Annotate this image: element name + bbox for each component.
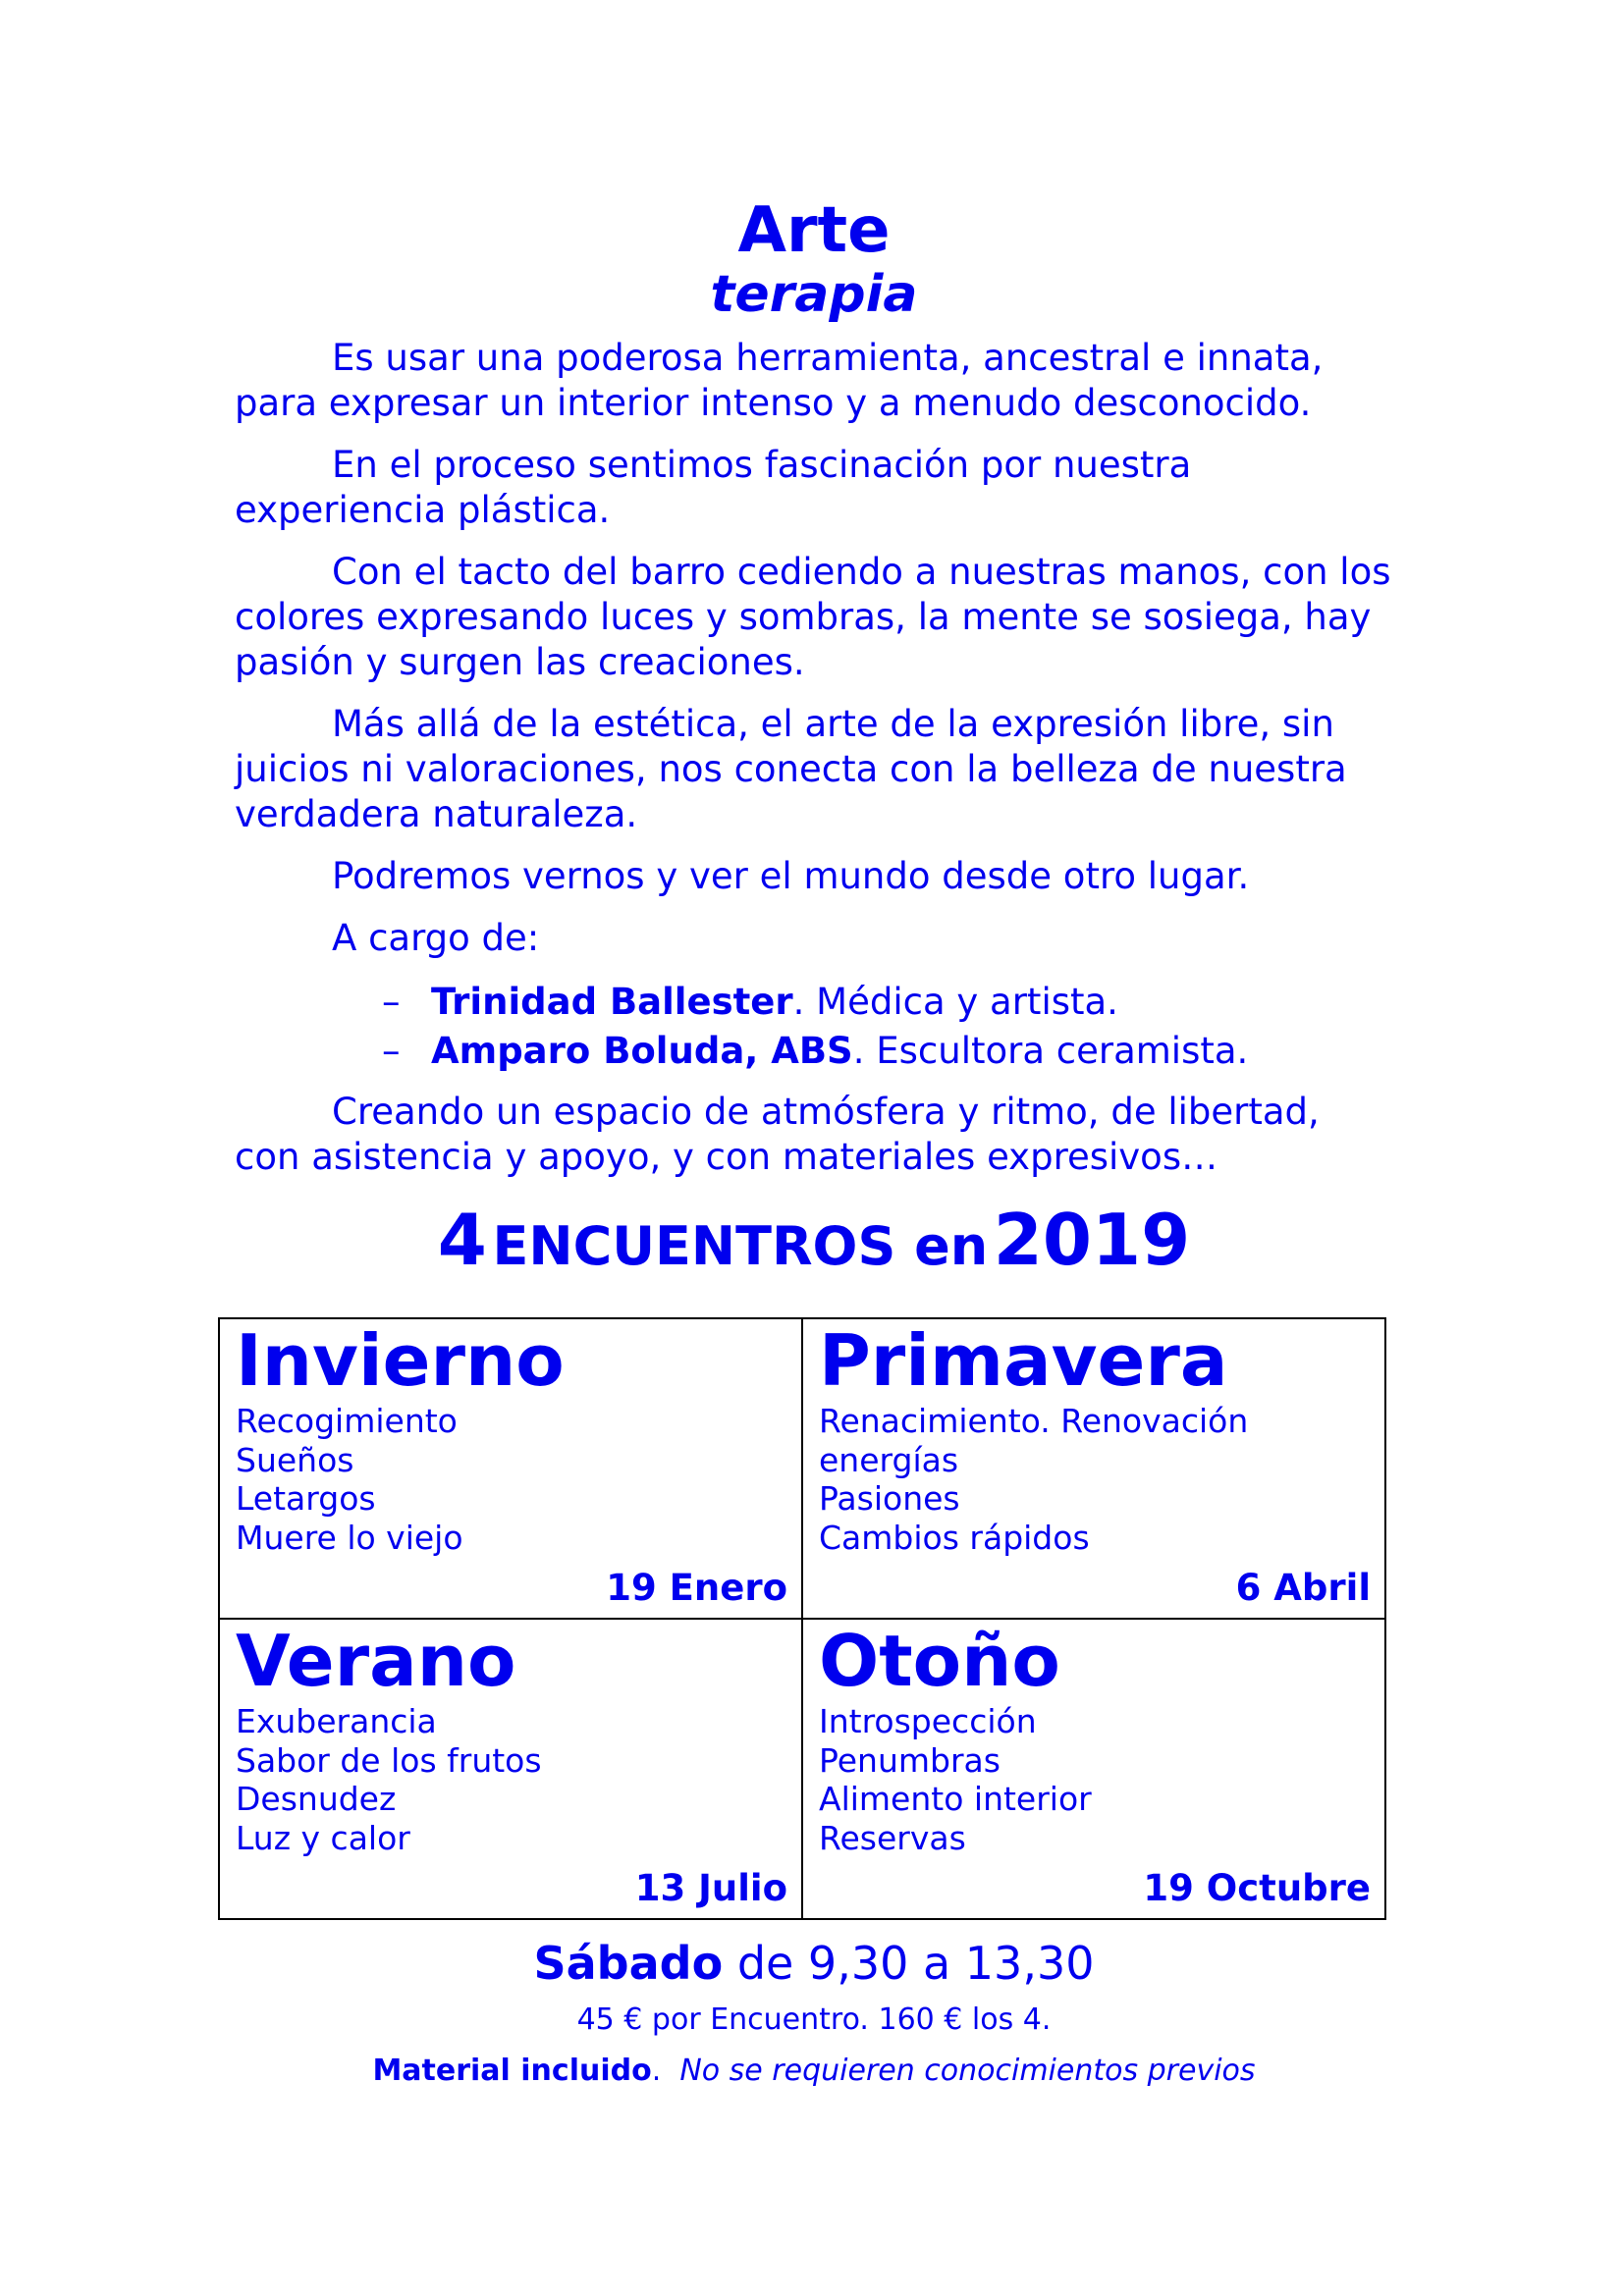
seasons-table [218,1317,1386,1920]
schedule-day: Sábado [533,1937,724,1990]
season-cell-invierno [219,1318,802,1619]
no-prior-knowledge-note: No se requieren conocimientos previos [679,2054,1256,2088]
material-line [235,2052,1393,2091]
speakers-list [235,978,1393,1076]
season-item: Letargos [236,1479,376,1518]
world-paragraph: Podremos vernos y ver el mundo desde otro lugar. [332,855,1250,897]
season-name: Primavera [819,1319,1228,1402]
season-cell-otono [802,1619,1385,1919]
season-item: Introspección [819,1702,1037,1740]
season-item: Renacimiento. Renovación [819,1402,1249,1440]
season-item: Luz y calor [236,1818,410,1857]
process-paragraph: En el proceso sentimos fascinación por nuestra experiencia plástica. [235,444,1192,531]
season-item: Cambios rápidos [819,1518,1090,1557]
season-item: Recogimiento [236,1402,458,1440]
season-cell-verano [219,1619,802,1919]
season-date: 6 Abril [1235,1567,1371,1609]
season-item: Pasiones [819,1479,960,1518]
season-item: Sabor de los frutos [236,1740,542,1780]
schedule-time: de 9,30 a 13,30 [736,1937,1095,1990]
speaker-role: . Médica y artista. [792,981,1118,1023]
flyer-footer [235,1934,1393,2091]
season-item: energías [819,1440,959,1479]
closing-paragraph: Creando un espacio de atmósfera y ritmo, de libertad, con asistencia y apoyo, y con materiales expresivos… [235,1091,1320,1178]
table-row [219,1619,1385,1919]
season-name: Invierno [236,1319,565,1402]
speaker-name: Amparo Boluda, ABS [431,1030,853,1072]
in-charge-label: A cargo de: [332,917,540,959]
intro-paragraph: Es usar una poderosa herramienta, ancestral e innata, para expresar un interior intenso y a menudo desconocido. [235,337,1324,424]
flyer-subtitle: terapia [710,265,918,324]
season-name: Verano [236,1620,516,1702]
dash-bullet: – [382,981,401,1023]
price-line: 45 € por Encuentro. 160 € los 4. [576,2002,1052,2037]
season-items [236,1702,787,1857]
encuentros-year: 2019 [993,1199,1191,1281]
speaker-item [235,1027,1393,1076]
material-separator: . [651,2054,662,2088]
speaker-name: Trinidad Ballester [431,981,793,1023]
season-item: Exuberancia [236,1702,437,1740]
season-items [819,1702,1371,1857]
season-date: 19 Octubre [1143,1867,1371,1909]
season-item: Alimento interior [819,1780,1092,1818]
clay-paragraph: Con el tacto del barro cediendo a nuestras manos, con los colores expresando luces y sombras, la mente se sosiega, hay pasión y surgen las creaciones. [235,551,1391,683]
dash-bullet: – [382,1030,401,1072]
encuentros-count: 4 [437,1199,487,1281]
aesthetics-paragraph: Más allá de la estética, el arte de la expresión libre, sin juicios ni valoraciones, nos conecta con la belleza de nuestra verdadera naturaleza. [235,703,1347,835]
season-items [819,1402,1371,1557]
season-cell-primavera [802,1318,1385,1619]
season-item: Sueños [236,1440,354,1479]
schedule-line [235,1934,1393,1993]
season-date: 19 Enero [606,1567,787,1609]
season-items [236,1402,787,1557]
flyer-title: Arte [737,194,891,267]
speaker-item [235,978,1393,1027]
encuentros-heading [235,1198,1393,1302]
season-item: Desnudez [236,1780,397,1818]
table-row [219,1318,1385,1619]
season-name: Otoño [819,1620,1060,1702]
season-item: Muere lo viejo [236,1518,463,1557]
material-included: Material incluido [372,2054,652,2088]
season-item: Penumbras [819,1740,1001,1780]
encuentros-label: ENCUENTROS en [492,1215,989,1277]
season-item: Reservas [819,1818,966,1857]
flyer-content [235,196,1393,1315]
season-date: 13 Julio [634,1867,787,1909]
speaker-role: . Escultora ceramista. [852,1030,1249,1072]
